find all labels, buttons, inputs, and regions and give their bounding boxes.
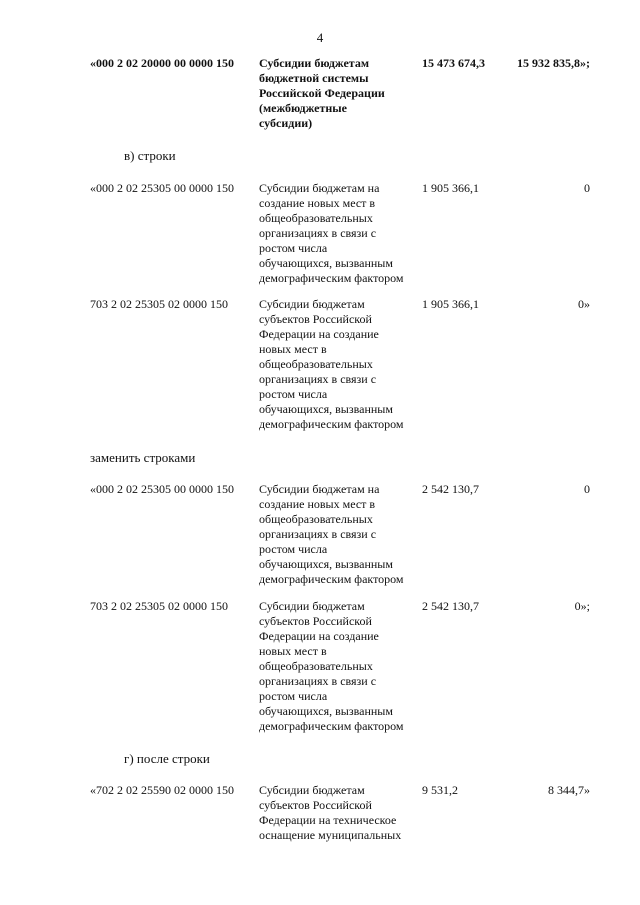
amount-year-2: 0» bbox=[578, 297, 590, 311]
heading-g-posle: г) после строки bbox=[124, 751, 210, 766]
budget-code: «000 2 02 25305 00 0000 150 bbox=[90, 482, 234, 496]
amount-year-2: 8 344,7» bbox=[548, 783, 590, 797]
amount-year-1: 9 531,2 bbox=[422, 783, 458, 797]
budget-code: 703 2 02 25305 02 0000 150 bbox=[90, 599, 228, 613]
budget-code: «702 2 02 25590 02 0000 150 bbox=[90, 783, 234, 797]
amount-year-1: 2 542 130,7 bbox=[422, 482, 479, 496]
amount-year-1: 1 905 366,1 bbox=[422, 297, 479, 311]
amount-year-1: 1 905 366,1 bbox=[422, 181, 479, 195]
amount-year-1: 2 542 130,7 bbox=[422, 599, 479, 613]
budget-code: «000 2 02 20000 00 0000 150 bbox=[90, 56, 234, 70]
budget-description: Субсидии бюджетам на создание новых мест в общеобразовательных организациях в связи с ростом числа обучающихся, вызванным демографическим фактором bbox=[259, 482, 404, 586]
amount-year-2: 0 bbox=[584, 482, 590, 496]
budget-description: Субсидии бюджетам на создание новых мест в общеобразовательных организациях в связи с ростом числа обучающихся, вызванным демографическим фактором bbox=[259, 181, 404, 285]
heading-v-stroki: в) строки bbox=[124, 148, 176, 163]
amount-year-2: 0»; bbox=[574, 599, 590, 613]
amount-year-2: 0 bbox=[584, 181, 590, 195]
budget-description: Субсидии бюджетам бюджетной системы Российской Федерации (межбюджетные субсидии) bbox=[259, 56, 385, 130]
budget-description: Субсидии бюджетам субъектов Российской Федерации на техническое оснащение муниципальных bbox=[259, 783, 402, 842]
heading-zamenit: заменить строками bbox=[90, 450, 196, 465]
budget-code: 703 2 02 25305 02 0000 150 bbox=[90, 297, 228, 311]
amount-year-2: 15 932 835,8»; bbox=[517, 56, 590, 70]
amount-year-1: 15 473 674,3 bbox=[422, 56, 485, 70]
budget-description: Субсидии бюджетам субъектов Российской Федерации на создание новых мест в общеобразовательных организациях в связи с ростом числа обучающихся, вызванным демографическим фактором bbox=[259, 297, 404, 431]
budget-description: Субсидии бюджетам субъектов Российской Федерации на создание новых мест в общеобразовательных организациях в связи с ростом числа обучающихся, вызванным демографическим фактором bbox=[259, 599, 404, 733]
budget-code: «000 2 02 25305 00 0000 150 bbox=[90, 181, 234, 195]
page-number: 4 bbox=[316, 30, 324, 45]
